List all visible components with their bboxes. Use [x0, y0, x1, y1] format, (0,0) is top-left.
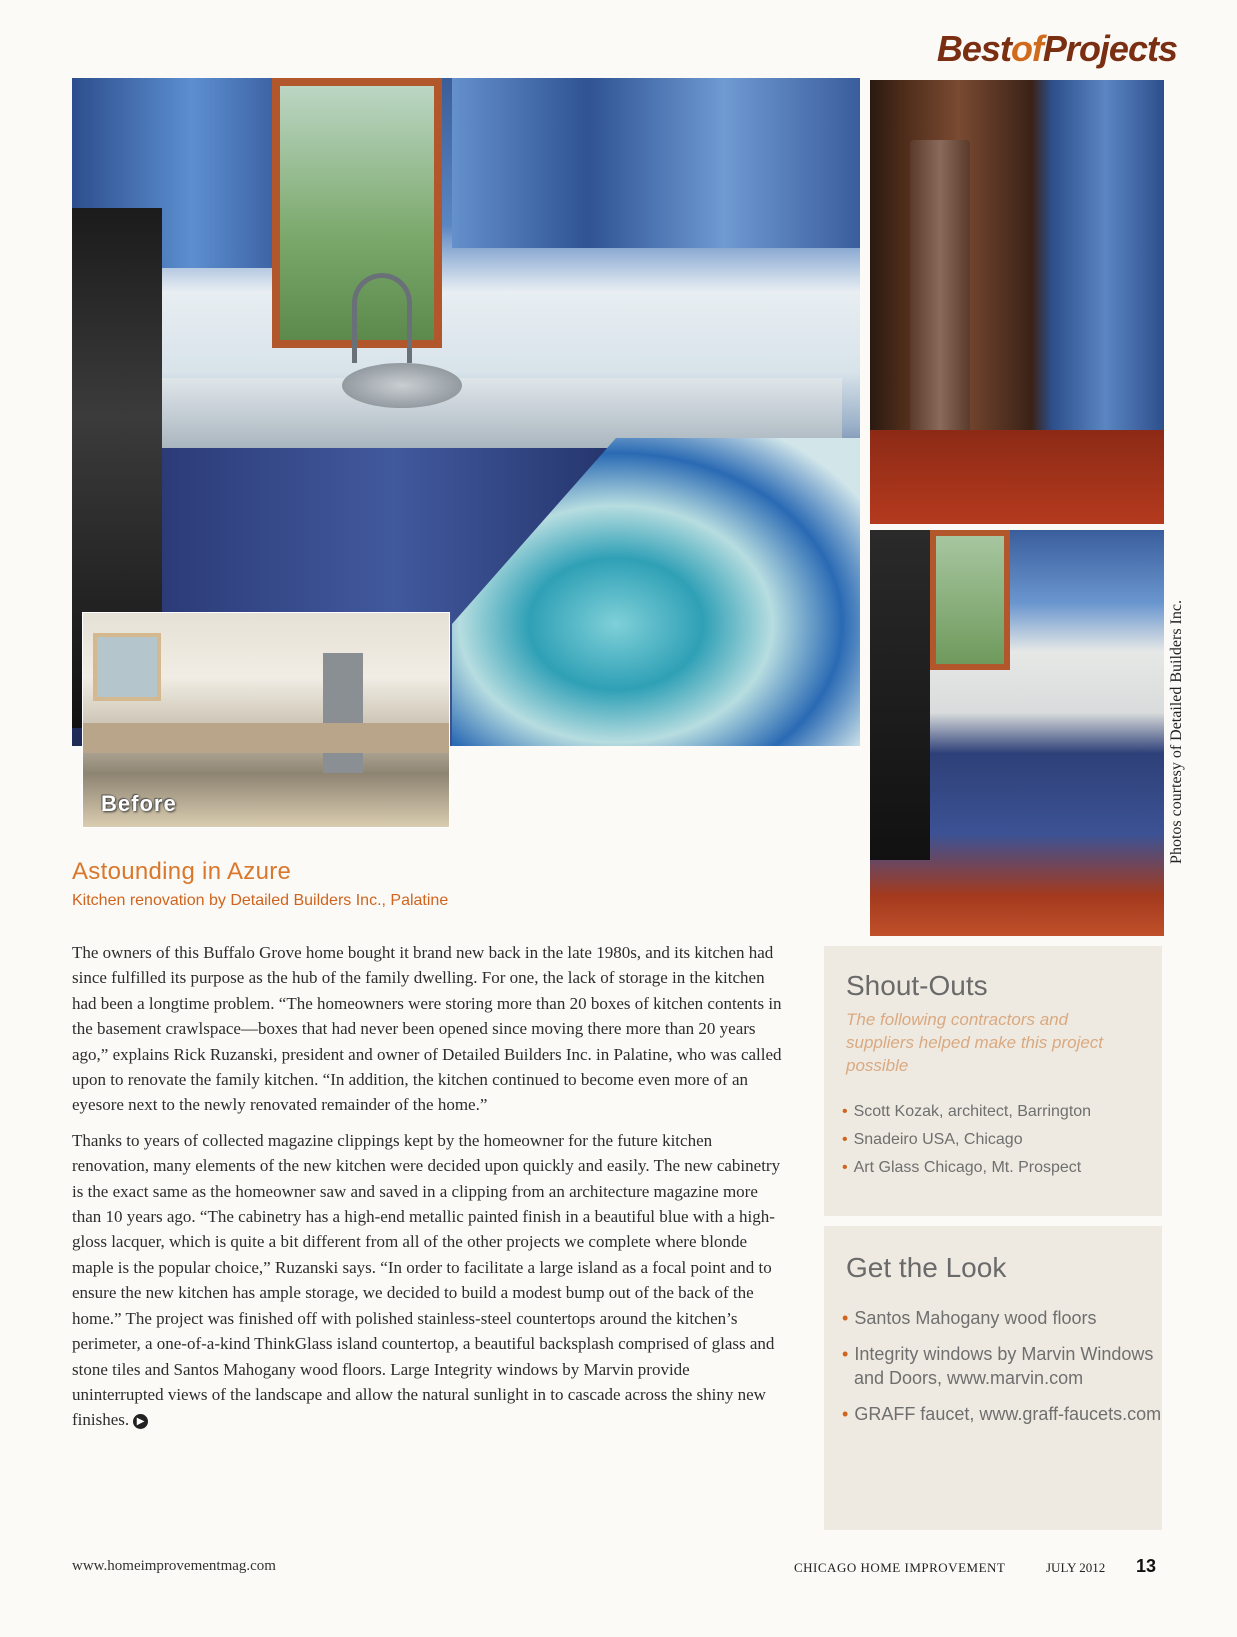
kitchen-wide-photo: [870, 530, 1164, 936]
article-title: Astounding in Azure: [72, 858, 292, 885]
shout-outs-list: [842, 1100, 1091, 1184]
before-counter: [83, 723, 449, 753]
article-body: [72, 940, 784, 1443]
footer-magazine-name: CHICAGO HOME IMPROVEMENT: [794, 1560, 1006, 1575]
before-fridge: [323, 653, 363, 773]
section-header: [937, 28, 1177, 70]
shout-outs-intro: The following contractors and suppliers helped make this project possible: [846, 1010, 1104, 1075]
shout-outs-title: Shout-Outs: [846, 970, 988, 1001]
footer-date: JULY 2012: [1046, 1560, 1106, 1575]
list-item: • Snadeiro USA, Chicago: [842, 1128, 1091, 1152]
page-number: 13: [1136, 1556, 1157, 1576]
window-side: [930, 530, 1010, 670]
section-header-of: of: [1010, 28, 1043, 69]
get-the-look-list: [842, 1306, 1162, 1438]
section-header-projects: Projects: [1042, 28, 1177, 69]
steel-countertop: [162, 378, 842, 448]
get-the-look-title: Get the Look: [846, 1252, 1007, 1283]
shout-outs-sidebar: [824, 946, 1162, 1216]
end-of-article-icon: ▶: [133, 1414, 148, 1429]
list-item: • Santos Mahogany wood floors: [842, 1306, 1162, 1330]
body-paragraph: [72, 1128, 784, 1433]
list-item: • Integrity windows by Marvin Windows and Doors, www.marvin.com: [842, 1342, 1162, 1390]
body-paragraph: The owners of this Buffalo Grove home bought it brand new back in the late 1980s, and its kitchen had since fulfilled its purpose as the hub of the family dwelling. For one, the lack of storage in the kitchen had been a longtime problem. “The homeowners were storing more than 20 boxes of kitchen contents in the basement crawlspace—boxes that had never been opened since moving there more than 20 years ago,” explains Rick Ruzanski, president and owner of Detailed Builders Inc. in Palatine, who was called upon to renovate the family kitchen. “In addition, the kitchen continued to become even more of an eyesore next to the newly renovated remainder of the home.”: [72, 943, 782, 1115]
photo-credit: Photos courtesy of Detailed Builders Inc.: [1168, 600, 1185, 864]
section-header-best: Best: [936, 28, 1011, 69]
list-item: • Scott Kozak, architect, Barrington: [842, 1100, 1091, 1124]
body-paragraph-text: Thanks to years of collected magazine clippings kept by the homeowner for the future kitchen renovation, many elements of the new kitchen were decided upon quickly and easily. The new cabinetry is the exact same as the homeowner saw and saved in a clipping from an architecture magazine more than 10 years ago. “The cabinetry has a high-end metallic painted finish in a beautiful blue with a high-gloss lacquer, which is quite a bit different from all of the other projects we complete where blonde maple is the popular choice,” Ruzanski says. “In order to facilitate a large island as a focal point and to ensure the new kitchen has ample storage, we decided to build a modest bump out of the back of the home.” The project was finished off with polished stainless-steel countertops around the kitchen’s perimeter, a one-of-a-kind ThinkGlass island countertop, a beautiful backsplash comprised of glass and stone tiles and Santos Mahogany wood floors. Large Integrity windows by Marvin provide uninterrupted views of the landscape and allow the natural sunlight in to cascade across the shiny new finishes.: [72, 1130, 781, 1430]
list-item: • Art Glass Chicago, Mt. Prospect: [842, 1156, 1091, 1180]
article-subtitle: Kitchen renovation by Detailed Builders Inc., Palatine: [72, 892, 449, 909]
refrigerator-photo: [870, 80, 1164, 524]
before-window: [93, 633, 161, 701]
list-item: • GRAFF faucet, www.graff-faucets.com: [842, 1402, 1162, 1426]
sink: [342, 363, 462, 408]
refrigerator: [910, 140, 970, 480]
before-label: Before: [101, 791, 177, 816]
upper-cabinets-right: [452, 78, 860, 248]
footer-url: www.homeimprovementmag.com: [72, 1558, 276, 1574]
before-photo: [82, 612, 450, 828]
get-the-look-sidebar: [824, 1226, 1162, 1530]
faucet: [352, 273, 412, 363]
mahogany-floor: [870, 430, 1164, 524]
wall-oven-side: [870, 530, 930, 860]
